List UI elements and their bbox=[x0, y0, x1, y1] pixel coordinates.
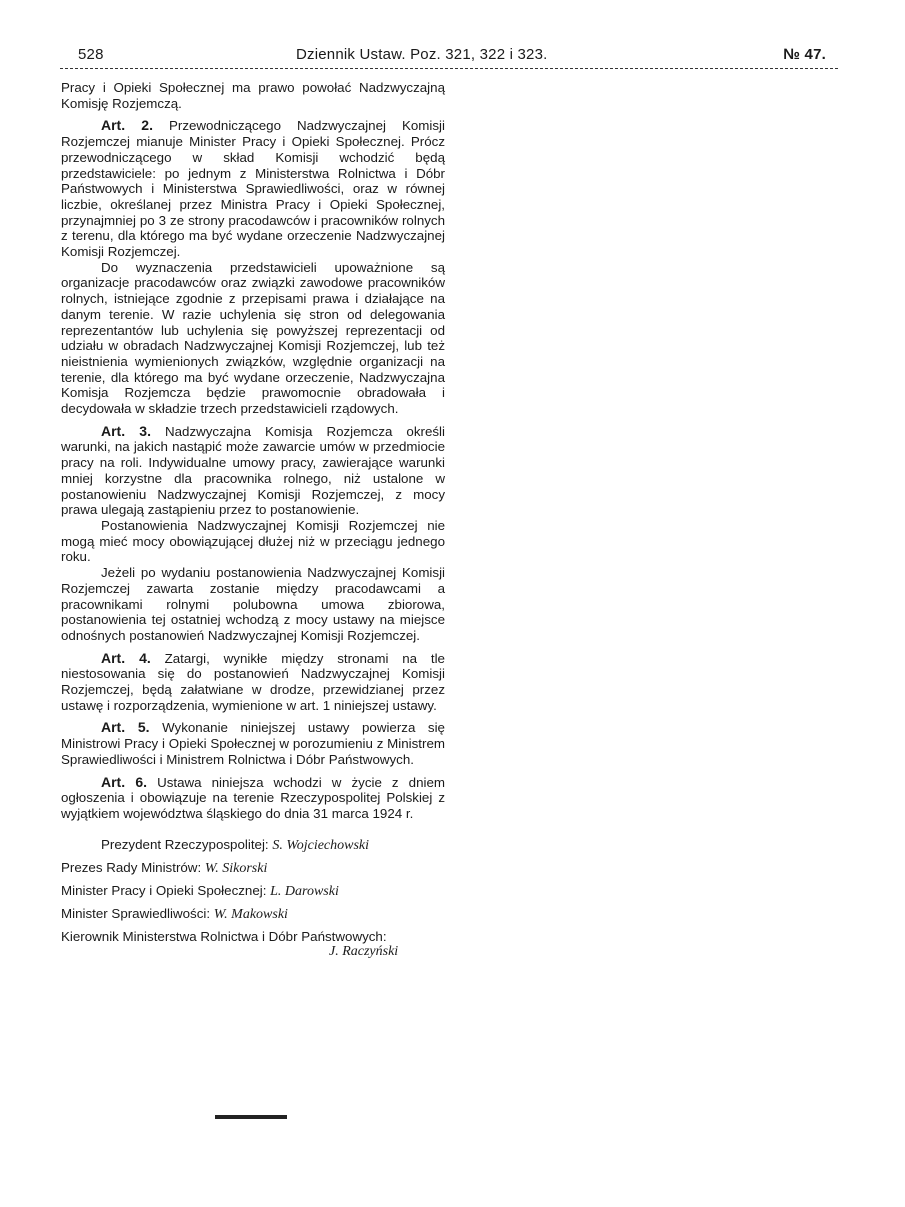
signature-line bbox=[61, 834, 445, 857]
article-4-text: Zatargi, wynikłe między stronami na tle niestosowania się do postanowień Nadzwyczajnej Komisji Rozjemczej, będą załatwiane w drodze, przewidzianej przez ustawę i rozporządzenia, wymienione w art. 1 niniejszej ustawy. bbox=[61, 650, 445, 713]
signature-block bbox=[61, 834, 445, 959]
issue-number: № 47. bbox=[783, 46, 826, 63]
signature-name: W. Sikorski bbox=[204, 860, 268, 876]
signature-role: Minister Pracy i Opieki Społecznej: bbox=[61, 882, 267, 898]
signature-line bbox=[61, 903, 445, 926]
article-6-text: Ustawa niniejsza wchodzi w życie z dniem ogłoszenia i obowiązuje na terenie Rzeczypospolitej Polskiej z wyjątkiem województwa śląskiego do dnia 31 marca 1924 r. bbox=[61, 774, 445, 821]
article-3-paragraph-2: Postanowienia Nadzwyczajnej Komisji Rozjemczej nie mogą mieć mocy obowiązującej dłużej niż w przeciągu jednego roku. bbox=[61, 517, 445, 565]
page-header bbox=[78, 46, 826, 66]
signature-line bbox=[61, 857, 445, 880]
article-6 bbox=[61, 775, 445, 822]
intro-paragraph: Pracy i Opieki Społecznej ma prawo powołać Nadzwyczajną Komisję Rozjemczą. bbox=[61, 80, 445, 111]
article-5 bbox=[61, 720, 445, 767]
signature-role: Kierownik Ministerstwa Rolnictwa i Dóbr Państwowych: bbox=[61, 928, 387, 944]
signature-role: Prezydent Rzeczypospolitej: bbox=[101, 836, 269, 852]
article-3-paragraph-3: Jeżeli po wydaniu postanowienia Nadzwyczajnej Komisji Rozjemczej zawarta zostanie między pracodawcami a pracownikami rolnymi polubowna umowa zbiorowa, postanowienia tej ostatniej wchodzą z mocy ustawy na miejsce odnośnych postanowień Nadzwyczajnej Komisji Rozjemczej. bbox=[61, 565, 445, 643]
end-rule bbox=[215, 1115, 287, 1119]
article-5-label: Art. 5. bbox=[101, 719, 150, 736]
article-6-label: Art. 6. bbox=[101, 773, 148, 790]
signature-name: W. Makowski bbox=[213, 906, 288, 922]
article-5-text: Wykonanie niniejszej ustawy powierza się Ministrowi Pracy i Opieki Społecznej w porozumieniu z Ministrem Sprawiedliwości i Ministrem Rolnictwa i Dóbr Państwowych. bbox=[61, 720, 445, 767]
article-4 bbox=[61, 651, 445, 714]
article-4-label: Art. 4. bbox=[101, 649, 151, 666]
signature-name: J. Raczyński bbox=[329, 943, 399, 959]
text-column bbox=[61, 80, 445, 959]
article-3 bbox=[61, 424, 445, 518]
article-3-text: Nadzwyczajna Komisja Rozjemcza określi warunki, na jakich nastąpić może zawarcie umów w przedmiocie pracy na roli. Indywidualne umowy pracy, zawierające warunki mniej korzystne dla pracownika rolnego, niż ustalone w postanowieniu Nadzwyczajnej Komisji Rozjemczej, z mocy prawa ulegają zastąpieniu przez to postanowienie. bbox=[61, 423, 445, 518]
article-2 bbox=[61, 118, 445, 259]
article-2-label: Art. 2. bbox=[101, 117, 153, 134]
journal-title: Dziennik Ustaw. Poz. 321, 322 i 323. bbox=[296, 46, 548, 63]
signature-name: L. Darowski bbox=[270, 883, 339, 899]
signature-line bbox=[61, 880, 445, 903]
article-2-text: Przewodniczącego Nadzwyczajnej Komisji Rozjemczej mianuje Minister Pracy i Opieki Społecznej. Prócz przewodniczącego w skład Komisji wchodzić będą przedstawiciele: po jednym z Ministerstwa Rolnictwa i Dóbr Państwowych i Ministerstwa Sprawiedliwości, oraz w równej liczbie, określanej przez Ministra Pracy i Opieki Społecznej, przynajmniej po 3 ze strony pracodawców i pracowników rolnych z terenu, dla którego ma być wydane orzeczenie Nadzwyczajnej Komisji Rozjemczej. bbox=[61, 118, 445, 260]
header-divider bbox=[60, 68, 838, 69]
signature-name: S. Wojciechowski bbox=[272, 837, 370, 853]
article-3-label: Art. 3. bbox=[101, 422, 151, 439]
signature-role: Prezes Rady Ministrów: bbox=[61, 859, 202, 875]
article-2-paragraph-2: Do wyznaczenia przedstawicieli upoważnione są organizacje pracodawców oraz związki zawodowe pracowników rolnych, istniejące zgodnie z przepisami prawa i działające na danym terenie. W razie uchylenia się stron od delegowania reprezentantów lub uchylenia się powyższej reprezentacji od udziału w obradach Nadzwyczajnej Komisji Rozjemczej, lub też nieistnienia wymienionych związków, względnie organizacji na terenie, dla którego ma być wydane orzeczenie, Nadzwyczajna Komisja Rozjemcza będzie prawomocnie obradowała i decydowała w składzie trzech przedstawicieli rządowych. bbox=[61, 259, 445, 417]
page-number: 528 bbox=[78, 46, 104, 63]
signature-role: Minister Sprawiedliwości: bbox=[61, 905, 211, 921]
